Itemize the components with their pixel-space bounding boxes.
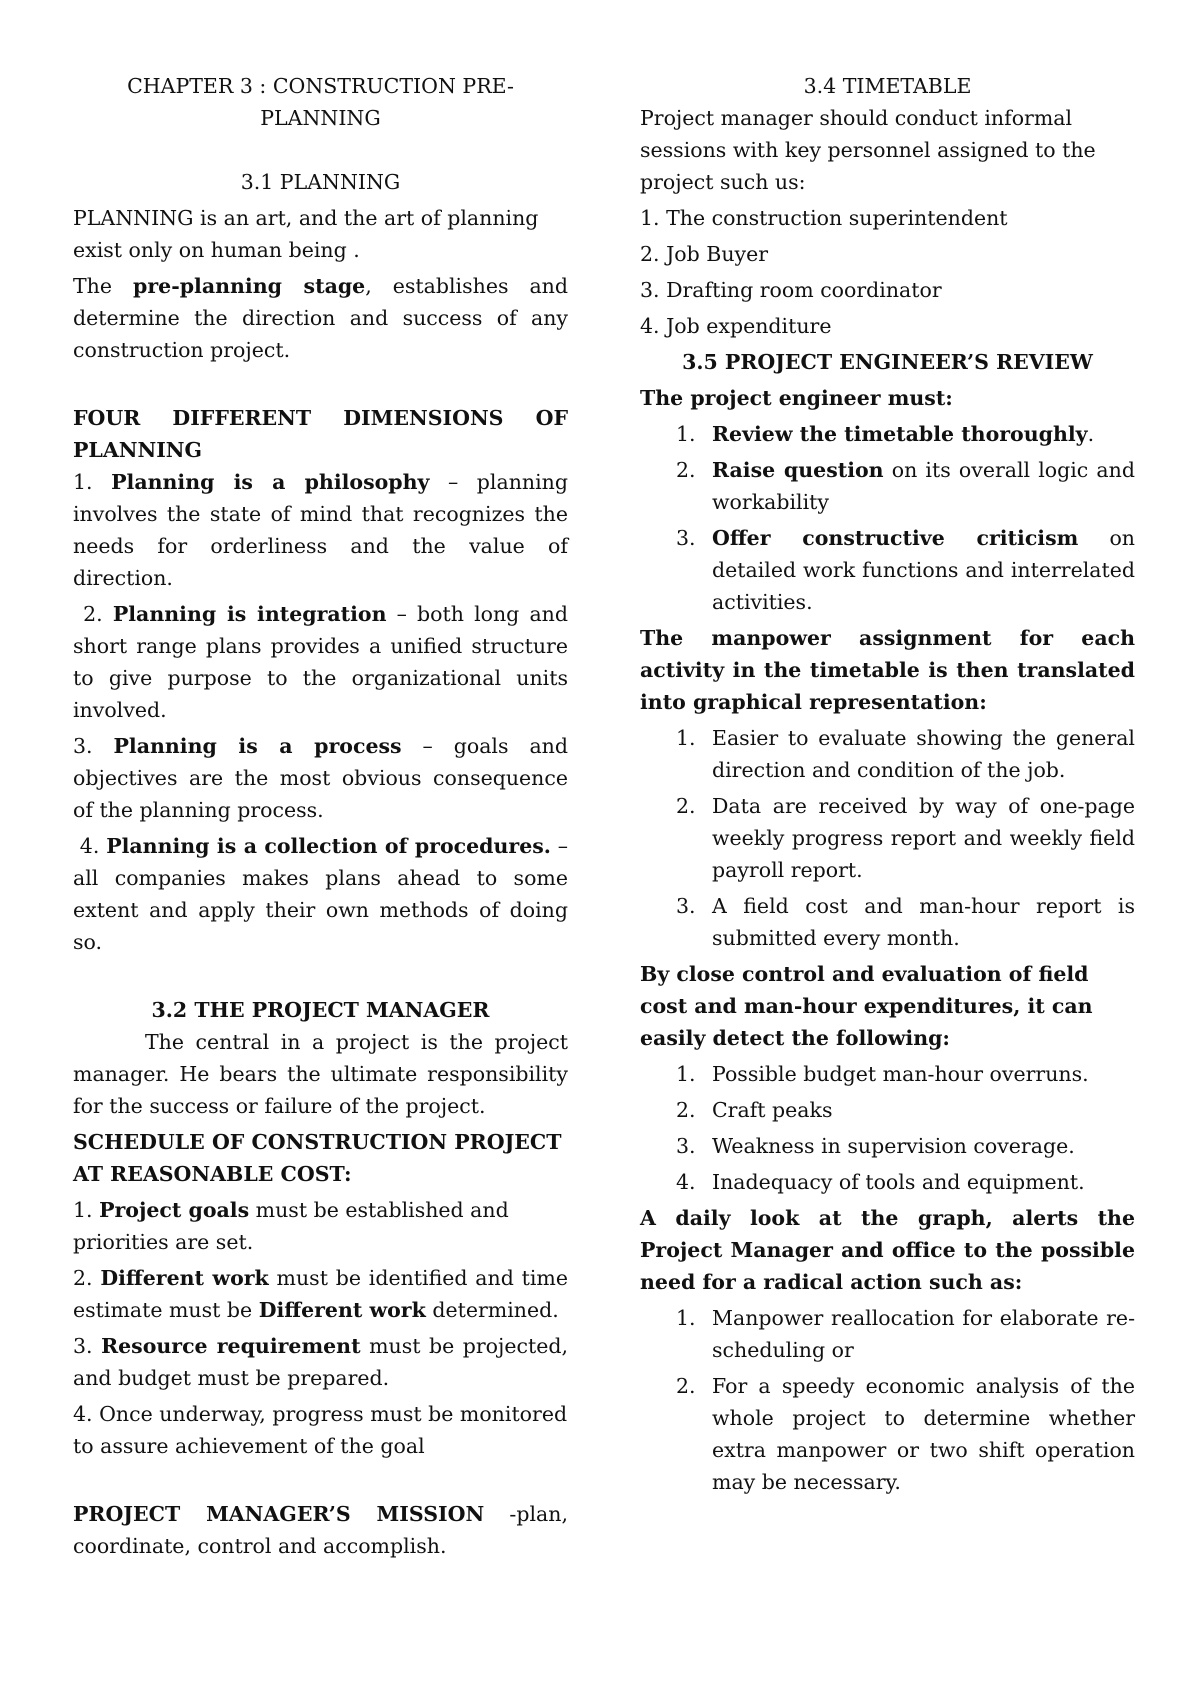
control-heading: By close control and evaluation of field cost and man-hour expenditures, it can easily detect the following: <box>640 962 1093 1050</box>
list-item: 2. For a speedy economic analysis of the whole project to determine whether extra manpower or two shift operation may be necessary. <box>676 1374 1135 1494</box>
daily-heading: A daily look at the graph, alerts the Project Manager and office to the possible need for a radical action such as: <box>640 1206 1135 1294</box>
list-item: 1. Review the timetable thoroughly. <box>676 422 1095 446</box>
list-item: 1. Possible budget man-hour overruns. <box>676 1062 1089 1086</box>
list-item: 4. Inadequacy of tools and equipment. <box>676 1170 1085 1194</box>
section-3-5-heading: 3.5 PROJECT ENGINEER’S REVIEW <box>682 350 1093 374</box>
timetable-item: 1. The construction superintendent <box>640 206 1008 230</box>
schedule-item: 4. Once underway, progress must be monitored to assure achievement of the goal <box>73 1402 568 1458</box>
manpower-heading: The manpower assignment for each activity in the timetable is then translated into graphical representation: <box>640 626 1135 714</box>
right-column <box>640 70 1135 1502</box>
daily-list <box>640 1302 1135 1498</box>
chapter-title-line2: PLANNING <box>260 106 381 130</box>
section-3-2-heading: 3.2 THE PROJECT MANAGER <box>151 998 490 1022</box>
timetable-item: 3. Drafting room coordinator <box>640 278 942 302</box>
dimension-item: 3. Planning is a process – goals and objectives are the most obvious consequence of the planning process. <box>73 734 568 822</box>
list-item: 3. A field cost and man-hour report is submitted every month. <box>676 894 1135 950</box>
pre-planning-paragraph: The pre-planning stage, establishes and determine the direction and success of any construction project. <box>73 274 569 362</box>
timetable-intro: Project manager should conduct informal sessions with key personnel assigned to the project such us: <box>640 106 1096 194</box>
list-item: 3. Offer constructive criticism on detailed work functions and interrelated activities. <box>676 526 1135 614</box>
list-item: 1. Manpower reallocation for elaborate re-scheduling or <box>676 1306 1135 1362</box>
schedule-item: 3. Resource requirement must be projected, and budget must be prepared. <box>73 1334 568 1390</box>
project-manager-paragraph: The central in a project is the project manager. He bears the ultimate responsibility for the success or failure of the project. <box>73 1030 568 1118</box>
section-3-1-heading: 3.1 PLANNING <box>240 170 401 194</box>
dimensions-heading: FOUR DIFFERENT DIMENSIONS OF PLANNING <box>73 406 568 462</box>
planning-definition: PLANNING is an art, and the art of planning exist only on human being . <box>73 206 539 262</box>
list-item: 3. Weakness in supervision coverage. <box>676 1134 1075 1158</box>
left-column <box>73 70 568 1562</box>
chapter-title-line1: CHAPTER 3 : CONSTRUCTION PRE- <box>127 74 514 98</box>
schedule-heading: SCHEDULE OF CONSTRUCTION PROJECT AT REASONABLE COST: <box>73 1130 562 1186</box>
list-item: 2. Craft peaks <box>676 1098 833 1122</box>
manpower-list <box>640 722 1135 954</box>
mission-paragraph: PROJECT MANAGER’S MISSION -plan, coordinate, control and accomplish. <box>73 1502 568 1558</box>
timetable-item: 2. Job Buyer <box>640 242 769 266</box>
list-item: 1. Easier to evaluate showing the general direction and condition of the job. <box>676 726 1135 782</box>
review-intro: The project engineer must: <box>640 386 953 410</box>
control-list <box>640 1058 1135 1198</box>
dimension-item: 4. Planning is a collection of procedures. – all companies makes plans ahead to some extent and apply their own methods of doing so. <box>73 834 568 954</box>
review-list <box>640 418 1135 618</box>
list-item: 2. Raise question on its overall logic and workability <box>676 458 1135 514</box>
section-3-4-heading: 3.4 TIMETABLE <box>803 74 972 98</box>
schedule-item: 2. Different work must be identified and time estimate must be Different work determined. <box>73 1266 568 1322</box>
dimension-item: 2. Planning is integration – both long and short range plans provides a unified structure to give purpose to the organizational units involved. <box>73 602 569 722</box>
list-item: 2. Data are received by way of one-page weekly progress report and weekly field payroll report. <box>676 794 1135 882</box>
dimension-item: 1. Planning is a philosophy – planning involves the state of mind that recognizes the needs for orderliness and the value of direction. <box>73 470 568 590</box>
schedule-item: 1. Project goals must be established and priorities are set. <box>73 1198 509 1254</box>
timetable-item: 4. Job expenditure <box>640 314 832 338</box>
